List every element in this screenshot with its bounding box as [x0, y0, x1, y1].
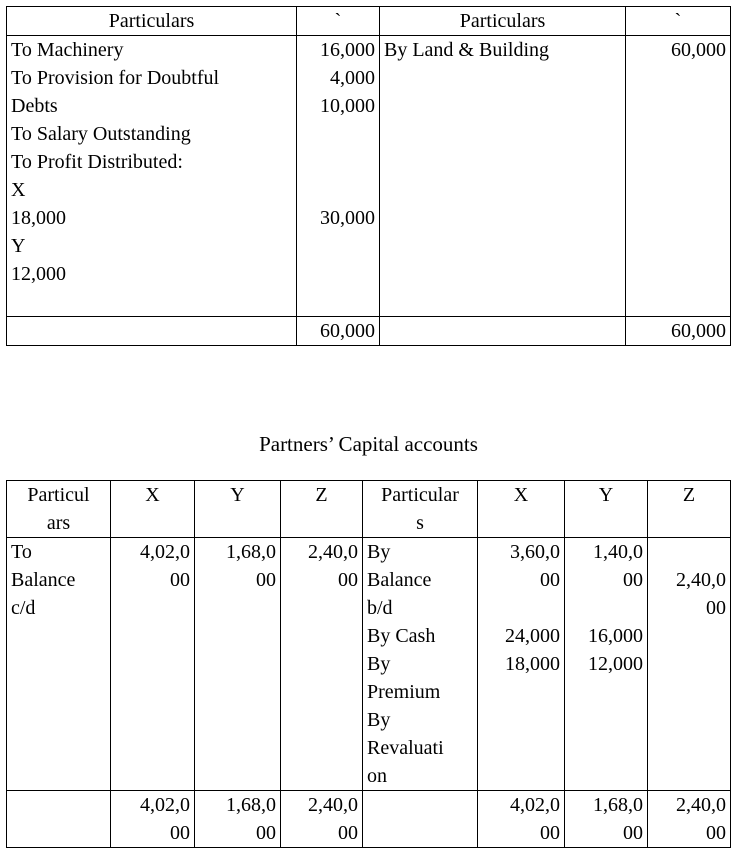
- y2-header: Y: [565, 481, 648, 538]
- table-total-row: [7, 317, 731, 346]
- table-total-row: [7, 791, 731, 848]
- x2-header: X: [478, 481, 565, 538]
- cr-amount-header: `: [626, 7, 731, 36]
- total-cr-amount: 60,000: [626, 317, 731, 346]
- cr-z-cell: 2,40,0 00: [648, 538, 731, 791]
- dr-particulars-header: Particulars: [7, 7, 297, 36]
- total-dr-label-cell: [7, 791, 111, 848]
- table-row: [7, 538, 731, 791]
- dr-amount-cell: 16,000 4,000 10,000 30,000: [297, 36, 380, 317]
- total-cr-z: 2,40,0 00: [648, 791, 731, 848]
- z2-header: Z: [648, 481, 731, 538]
- total-dr-label-cell: [7, 317, 297, 346]
- dr-x-cell: 4,02,0 00: [111, 538, 195, 791]
- revaluation-account-table: [6, 6, 731, 346]
- cr-particulars-cell: By Balance b/d By Cash By Premium By Revaluati on: [363, 538, 478, 791]
- cr-amount-cell: 60,000: [626, 36, 731, 317]
- dr-y-cell: 1,68,0 00: [195, 538, 281, 791]
- total-dr-z: 2,40,0 00: [281, 791, 363, 848]
- cr-particulars-cell: By Land & Building: [380, 36, 626, 317]
- total-dr-y: 1,68,0 00: [195, 791, 281, 848]
- cr-x-cell: 3,60,0 00 24,000 18,000: [478, 538, 565, 791]
- dr-particulars-header: Particul ars: [7, 481, 111, 538]
- table-header-row: [7, 7, 731, 36]
- page-title: Partners’ Capital accounts: [259, 432, 478, 456]
- dr-z-cell: 2,40,0 00: [281, 538, 363, 791]
- x-header: X: [111, 481, 195, 538]
- z-header: Z: [281, 481, 363, 538]
- dr-amount-header: `: [297, 7, 380, 36]
- dr-particulars-cell: To Machinery To Provision for Doubtful Debts To Salary Outstanding To Profit Distributed: X 18,000 Y 12,000: [7, 36, 297, 317]
- table-row: [7, 36, 731, 317]
- table-header-row: [7, 481, 731, 538]
- total-dr-x: 4,02,0 00: [111, 791, 195, 848]
- capital-account-table: [6, 480, 731, 848]
- cr-particulars-header: Particulars: [380, 7, 626, 36]
- cr-y-cell: 1,40,0 00 16,000 12,000: [565, 538, 648, 791]
- dr-particulars-cell: To Balance c/d: [7, 538, 111, 791]
- total-cr-y: 1,68,0 00: [565, 791, 648, 848]
- total-dr-amount: 60,000: [297, 317, 380, 346]
- y-header: Y: [195, 481, 281, 538]
- total-cr-x: 4,02,0 00: [478, 791, 565, 848]
- cr-particulars-header: Particular s: [363, 481, 478, 538]
- total-cr-label-cell: [380, 317, 626, 346]
- total-cr-label-cell: [363, 791, 478, 848]
